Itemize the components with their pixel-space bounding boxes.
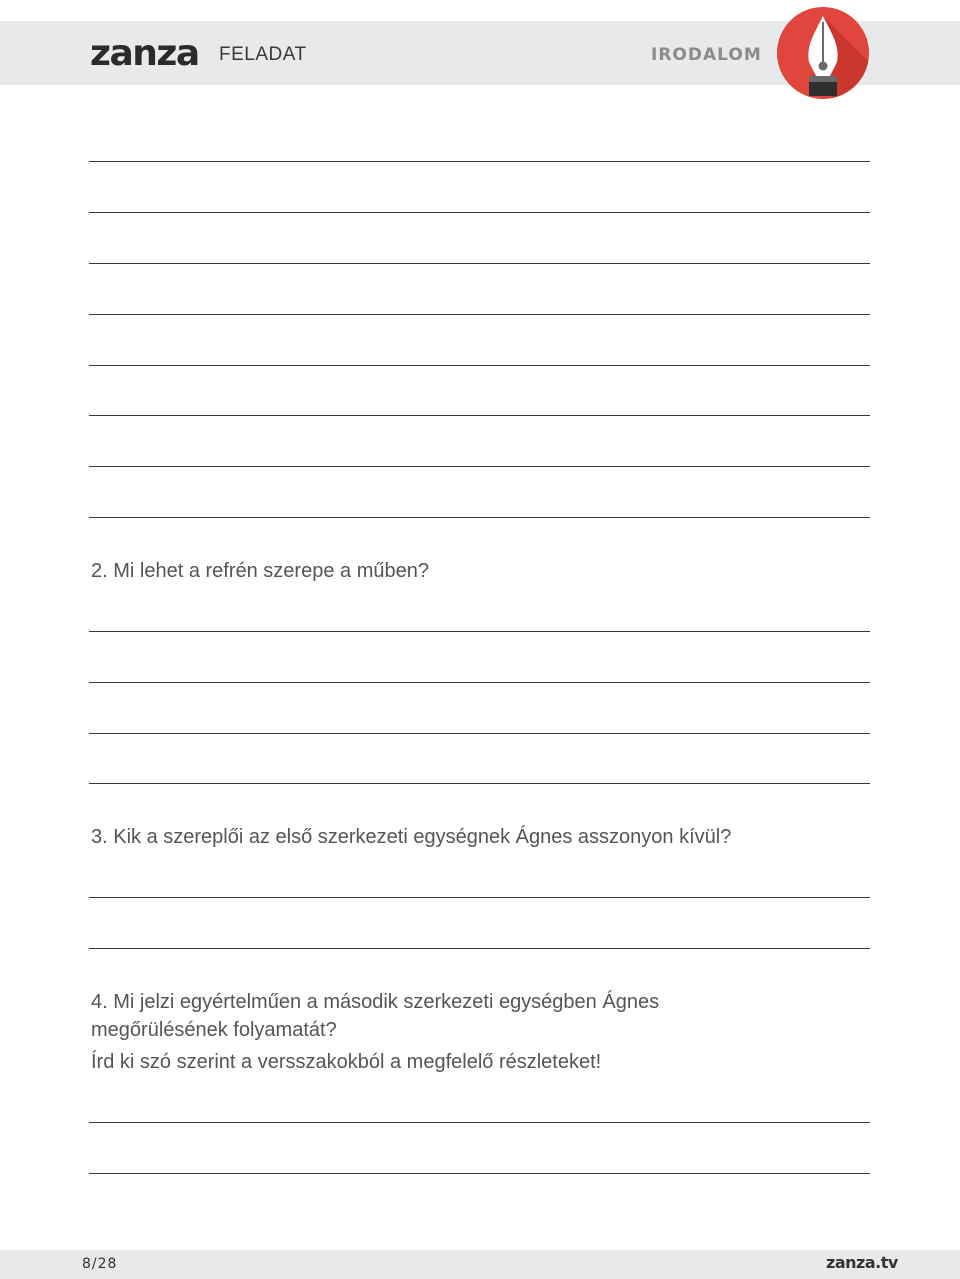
answer-line xyxy=(89,783,870,784)
answer-line xyxy=(89,314,870,315)
answer-line xyxy=(89,897,870,898)
subject-label: IRODALOM xyxy=(651,45,762,65)
answer-line xyxy=(89,631,870,632)
question-4-instruction: Írd ki szó szerint a versszakokból a megfelelő részleteket! xyxy=(91,1051,602,1073)
question-2: 2. Mi lehet a refrén szerepe a műben? xyxy=(91,560,429,582)
answer-line xyxy=(89,263,870,264)
answer-line xyxy=(89,682,870,683)
answer-line xyxy=(89,517,870,518)
answer-line xyxy=(89,415,870,416)
footer-bar xyxy=(0,1250,960,1279)
zanza-logo: zanza xyxy=(90,33,199,74)
answer-line xyxy=(89,161,870,162)
zanza-tv-logo: zanza.tv xyxy=(826,1253,898,1272)
answer-line xyxy=(89,733,870,734)
answer-line xyxy=(89,466,870,467)
fountain-pen-nib-icon xyxy=(776,6,870,100)
answer-line xyxy=(89,212,870,213)
page-number: 8/28 xyxy=(82,1256,118,1272)
answer-line xyxy=(89,948,870,949)
header-subtitle: FELADAT xyxy=(219,44,307,65)
question-3: 3. Kik a szereplői az első szerkezeti egységnek Ágnes asszonyon kívül? xyxy=(91,826,732,848)
answer-line xyxy=(89,1173,870,1174)
answer-line xyxy=(89,365,870,366)
answer-line xyxy=(89,1122,870,1123)
question-4-line-2: megőrülésének folyamatát? xyxy=(91,1019,337,1041)
question-4-line-1: 4. Mi jelzi egyértelműen a második szerkezeti egységben Ágnes xyxy=(91,991,660,1013)
